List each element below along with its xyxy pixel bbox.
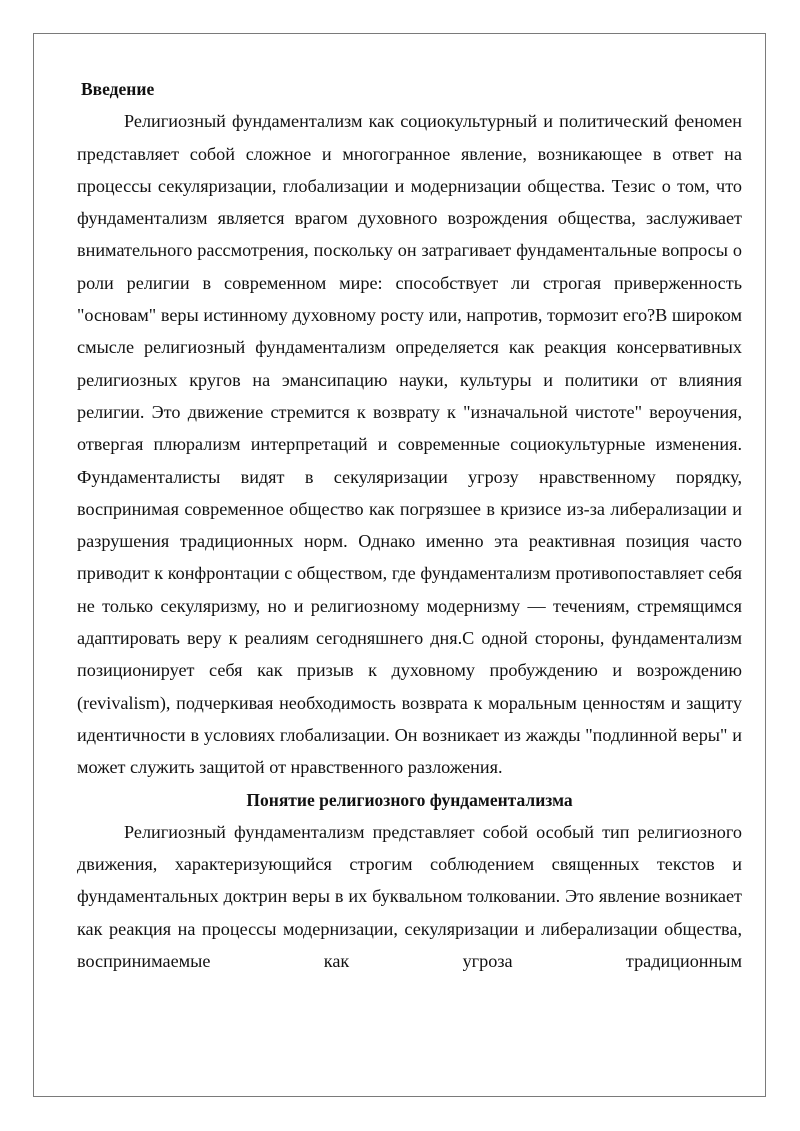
intro-paragraph: Религиозный фундаментализм как социокультурный и политический феномен представляет собой сложное и многогранное явление, возникающее в ответ на процессы секуляризации, глобализации и модернизации общества. Тезис о том, что фундаментализм является врагом духовного возрождения общества, заслуживает внимательного рассмотрения, поскольку он затрагивает фундаментальные вопросы о роли религии в современном мире: способствует ли строгая приверженность "основам" веры истинному духовному росту или, напротив, тормозит его?В широком смысле религиозный фундаментализм определяется как реакция консервативных религиозных кругов на эмансипацию науки, культуры и политики от влияния религии. Это движение стремится к возврату к "изначальной чистоте" вероучения, отвергая плюрализм интерпретаций и современные социокультурные изменения. Фундаменталисты видят в секуляризации угрозу нравственному порядку, воспринимая современное общество как погрязшее в кризисе из-за либерализации и разрушения традиционных норм. Однако именно эта реактивная позиция часто приводит к конфронтации с обществом, где фундаментализм противопоставляет себя не только секуляризму, но и религиозному модернизму — течениям, стремящимся адаптировать веру к реалиям сегодняшнего дня.С одной стороны, фундаментализм позиционирует себя как призыв к духовному пробуждению и возрождению (revivalism), подчеркивая необходимость возврата к моральным ценностям и защиту идентичности в условиях глобализации. Он возникает из жажды "подлинной веры" и может служить защитой от нравственного разложения. [77, 111, 742, 778]
document-body [77, 73, 742, 977]
section-heading-intro: Введение [81, 79, 155, 99]
section-heading-concept: Понятие религиозного фундаментализма [246, 789, 573, 810]
concept-paragraph: Религиозный фундаментализм представляет собой особый тип религиозного движения, характеризующийся строгим соблюдением священных текстов и фундаментальных доктрин веры в их буквальном толковании. Это явление возникает как реакция на процессы модернизации, секуляризации и либерализации общества, воспринимаемые как угроза традиционным [77, 821, 742, 972]
